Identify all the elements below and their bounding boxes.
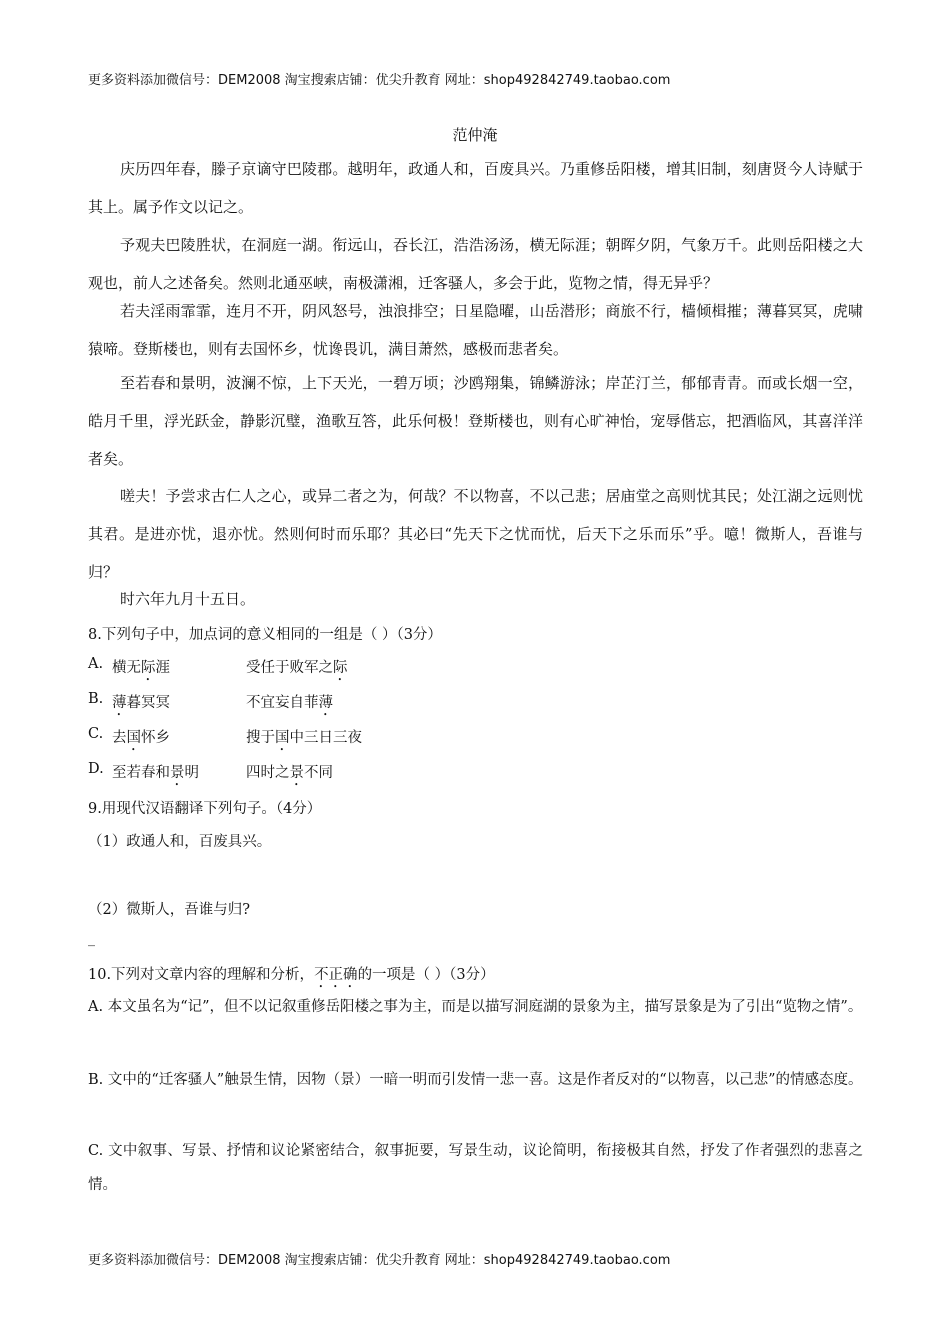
q8-option-letter: A.: [88, 656, 104, 672]
q8-option-right-phrase: [246, 656, 348, 684]
q8-option-letter: B.: [88, 691, 104, 707]
phrase-text: 去: [112, 730, 127, 746]
phrase-text: 不同: [304, 765, 333, 781]
paragraph-3: 若夫淫雨霏霏，连月不开，阴风怒号，浊浪排空；日星隐曜，山岳潜形；商旅不行，樯倾楫摧；薄暮冥冥，虎啸猿啼。登斯楼也，则有去国怀乡，忧谗畏讥，满目萧然，感极而悲者矣。: [88, 302, 863, 358]
phrase-text: 四时之: [246, 765, 290, 781]
author-line: 范仲淹: [452, 126, 498, 144]
q10-option-b: B. 文中的“迁客骚人”触景生情，因物（景）一暗一明而引发情一悲一喜。这是作者反对的“以物喜，以己悲”的情感态度。: [88, 1072, 863, 1088]
q8-option-left-phrase: [112, 656, 170, 684]
paragraph-6: 时六年九月十五日。: [120, 590, 256, 608]
emphasized-char: 际: [141, 660, 156, 676]
q9-stem: 9.用现代汉语翻译下列句子。（4分）: [88, 801, 322, 817]
paragraph-1: 庆历四年春，滕子京谪守巴陵郡。越明年，政通人和，百废具兴。乃重修岳阳楼，增其旧制，刻唐贤今人诗赋于其上。属予作文以记之。: [88, 160, 863, 216]
phrase-text: 横无: [112, 660, 141, 676]
q8-option-left-phrase: [112, 726, 170, 754]
phrase-text: 怀乡: [141, 730, 170, 746]
phrase-text: 明: [184, 765, 199, 781]
q8-stem: 8.下列句子中，加点词的意义相同的一组是（ ）（3分）: [88, 627, 442, 643]
q8-option-left-phrase: [112, 761, 199, 789]
q10-option-c: C. 文中叙事、写景、抒情和议论紧密结合，叙事扼要，写景生动，议论简明，衔接极其自然，抒发了作者强烈的悲喜之情。: [88, 1143, 863, 1193]
phrase-text: 受任于败军之: [246, 660, 333, 676]
emphasized-char: 景: [170, 765, 185, 781]
phrase-text: 暮冥冥: [126, 695, 170, 711]
q10-stem-pre: 10.下列对文章内容的理解和分析，: [88, 967, 315, 983]
emphasized-char: 国: [126, 730, 141, 746]
q10-stem: [88, 963, 495, 991]
paragraph-2: 予观夫巴陵胜状，在洞庭一湖。衔远山，吞长江，浩浩汤汤，横无际涯；朝晖夕阴，气象万千。此则岳阳楼之大观也，前人之述备矣。然则北通巫峡，南极潇湘，迁客骚人，多会于此，览物之情，得无异乎？: [88, 236, 863, 292]
emphasized-char: 薄: [318, 695, 333, 711]
phrase-text: 中三日三夜: [289, 730, 362, 746]
phrase-text: 不宜妄自菲: [246, 695, 319, 711]
emphasized-char: 国: [275, 730, 290, 746]
q8-option-letter: D.: [88, 761, 104, 777]
phrase-text: 涯: [155, 660, 170, 676]
page-header: 更多资料添加微信号：DEM2008 淘宝搜索店铺：优尖升教育 网址：shop492842749.taobao.com: [88, 73, 671, 88]
emphasized-char: 景: [289, 765, 304, 781]
page-footer: 更多资料添加微信号：DEM2008 淘宝搜索店铺：优尖升教育 网址：shop492842749.taobao.com: [88, 1253, 671, 1268]
q9-item-1: （1）政通人和，百废具兴。: [88, 834, 272, 850]
q10-option-a: A. 本文虽名为“记”，但不以记叙重修岳阳楼之事为主，而是以描写洞庭湖的景象为主，描写景象是为了引出“览物之情”。: [88, 999, 863, 1015]
q8-option-left-phrase: [112, 691, 170, 719]
phrase-text: 至若春和: [112, 765, 170, 781]
q8-option-right-phrase: [246, 761, 333, 789]
q8-option-right-phrase: [246, 726, 362, 754]
answer-line: _: [88, 931, 95, 947]
phrase-text: 搜于: [246, 730, 275, 746]
q8-option-letter: C.: [88, 726, 104, 742]
emphasized-char: 薄: [112, 695, 127, 711]
paragraph-4: 至若春和景明，波澜不惊，上下天光，一碧万顷；沙鸥翔集，锦鳞游泳；岸芷汀兰，郁郁青青。而或长烟一空，皓月千里，浮光跃金，静影沉璧，渔歌互答，此乐何极！登斯楼也，则有心旷神怡，宠辱偕忘，把酒临风，其喜洋洋者矣。: [88, 374, 863, 468]
q9-item-2: （2）微斯人，吾谁与归?: [88, 902, 250, 918]
q10-stem-emphasis: 不正确: [314, 967, 358, 983]
q10-stem-post: 的一项是（ ）（3分）: [357, 967, 495, 983]
emphasized-char: 际: [333, 660, 348, 676]
q8-option-right-phrase: [246, 691, 333, 719]
paragraph-5: 嗟夫！予尝求古仁人之心，或异二者之为，何哉？不以物喜，不以己悲；居庙堂之高则忧其民；处江湖之远则忧其君。是进亦忧，退亦忧。然则何时而乐耶？其必曰“先天下之忧而忧，后天下之乐而乐”乎。噫！微斯人，吾谁与归？: [88, 487, 863, 581]
